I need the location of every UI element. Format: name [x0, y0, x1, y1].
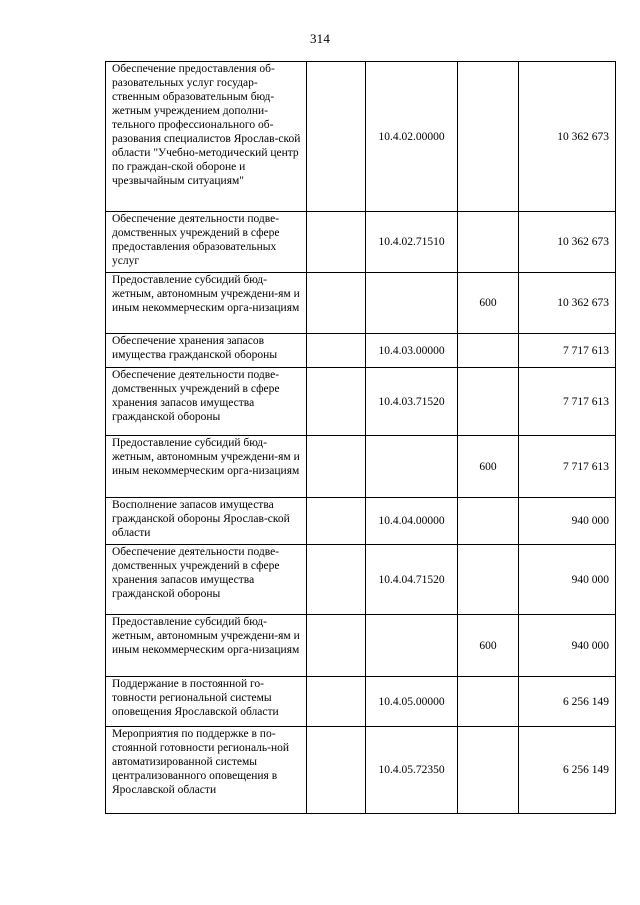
expense-type-cell	[458, 368, 519, 436]
expense-name-cell: Обеспечение хранения запасов имущества гражданской обороны	[106, 334, 307, 368]
expense-name-cell: Обеспечение предоставления об-разовательных услуг государ-ственным образовательным бюд-жетным учреждением дополни-тельного профессионального об-разования специалистов Ярослав-ской области "Учебно-методический центр по граждан-ской обороне и чрезвычайным ситуациям"	[106, 62, 307, 212]
table-row	[106, 334, 616, 368]
empty-cell	[307, 677, 366, 727]
expense-type-cell	[458, 62, 519, 212]
table-row	[106, 212, 616, 273]
target-code-cell: 10.4.03.71520	[366, 368, 458, 436]
expense-name-cell: Поддержание в постоянной го-товности региональной системы оповещения Ярославской области	[106, 677, 307, 727]
amount-cell: 940 000	[519, 615, 616, 677]
expense-type-cell	[458, 727, 519, 814]
expense-name-cell: Предоставление субсидий бюд-жетным, автономным учреждени-ям и иным некоммерческим орга-низациям	[106, 436, 307, 498]
amount-cell: 7 717 613	[519, 334, 616, 368]
target-code-cell	[366, 436, 458, 498]
budget-table	[105, 61, 616, 814]
expense-name-cell: Предоставление субсидий бюд-жетным, автономным учреждени-ям и иным некоммерческим орга-низациям	[106, 273, 307, 334]
table-row	[106, 615, 616, 677]
expense-name-cell: Обеспечение деятельности подве-домственных учреждений в сфере хранения запасов имущества гражданской обороны	[106, 368, 307, 436]
empty-cell	[307, 273, 366, 334]
expense-type-cell	[458, 498, 519, 545]
amount-cell: 6 256 149	[519, 677, 616, 727]
expense-type-cell	[458, 334, 519, 368]
target-code-cell: 10.4.02.00000	[366, 62, 458, 212]
table-row	[106, 677, 616, 727]
target-code-cell	[366, 273, 458, 334]
table-row	[106, 498, 616, 545]
empty-cell	[307, 212, 366, 273]
expense-type-cell	[458, 677, 519, 727]
empty-cell	[307, 436, 366, 498]
amount-cell: 7 717 613	[519, 436, 616, 498]
expense-name-cell: Обеспечение деятельности подве-домственных учреждений в сфере предоставления образовательных услуг	[106, 212, 307, 273]
table-row	[106, 368, 616, 436]
amount-cell: 940 000	[519, 545, 616, 615]
target-code-cell: 10.4.04.71520	[366, 545, 458, 615]
target-code-cell: 10.4.05.72350	[366, 727, 458, 814]
target-code-cell: 10.4.02.71510	[366, 212, 458, 273]
page-number: 314	[309, 31, 331, 46]
empty-cell	[307, 368, 366, 436]
table-row	[106, 62, 616, 212]
expense-type-cell: 600	[458, 436, 519, 498]
expense-name-cell: Восполнение запасов имущества гражданской обороны Ярослав-ской области	[106, 498, 307, 545]
expense-name-cell: Обеспечение деятельности подве-домственных учреждений в сфере хранения запасов имущества гражданской обороны	[106, 545, 307, 615]
amount-cell: 7 717 613	[519, 368, 616, 436]
empty-cell	[307, 62, 366, 212]
target-code-cell: 10.4.03.00000	[366, 334, 458, 368]
expense-type-cell	[458, 212, 519, 273]
expense-type-cell	[458, 545, 519, 615]
empty-cell	[307, 615, 366, 677]
expense-type-cell: 600	[458, 273, 519, 334]
expense-name-cell: Мероприятия по поддержке в по-стоянной готовности региональ-ной автоматизированной системы централизованного оповещения в Ярославской области	[106, 727, 307, 814]
empty-cell	[307, 545, 366, 615]
expense-type-cell: 600	[458, 615, 519, 677]
table-row	[106, 727, 616, 814]
table-row	[106, 273, 616, 334]
target-code-cell	[366, 615, 458, 677]
expense-name-cell: Предоставление субсидий бюд-жетным, автономным учреждени-ям и иным некоммерческим орга-низациям	[106, 615, 307, 677]
empty-cell	[307, 727, 366, 814]
amount-cell: 940 000	[519, 498, 616, 545]
empty-cell	[307, 498, 366, 545]
amount-cell: 10 362 673	[519, 273, 616, 334]
target-code-cell: 10.4.04.00000	[366, 498, 458, 545]
table-row	[106, 436, 616, 498]
amount-cell: 10 362 673	[519, 212, 616, 273]
amount-cell: 6 256 149	[519, 727, 616, 814]
target-code-cell: 10.4.05.00000	[366, 677, 458, 727]
empty-cell	[307, 334, 366, 368]
table-row	[106, 545, 616, 615]
amount-cell: 10 362 673	[519, 62, 616, 212]
